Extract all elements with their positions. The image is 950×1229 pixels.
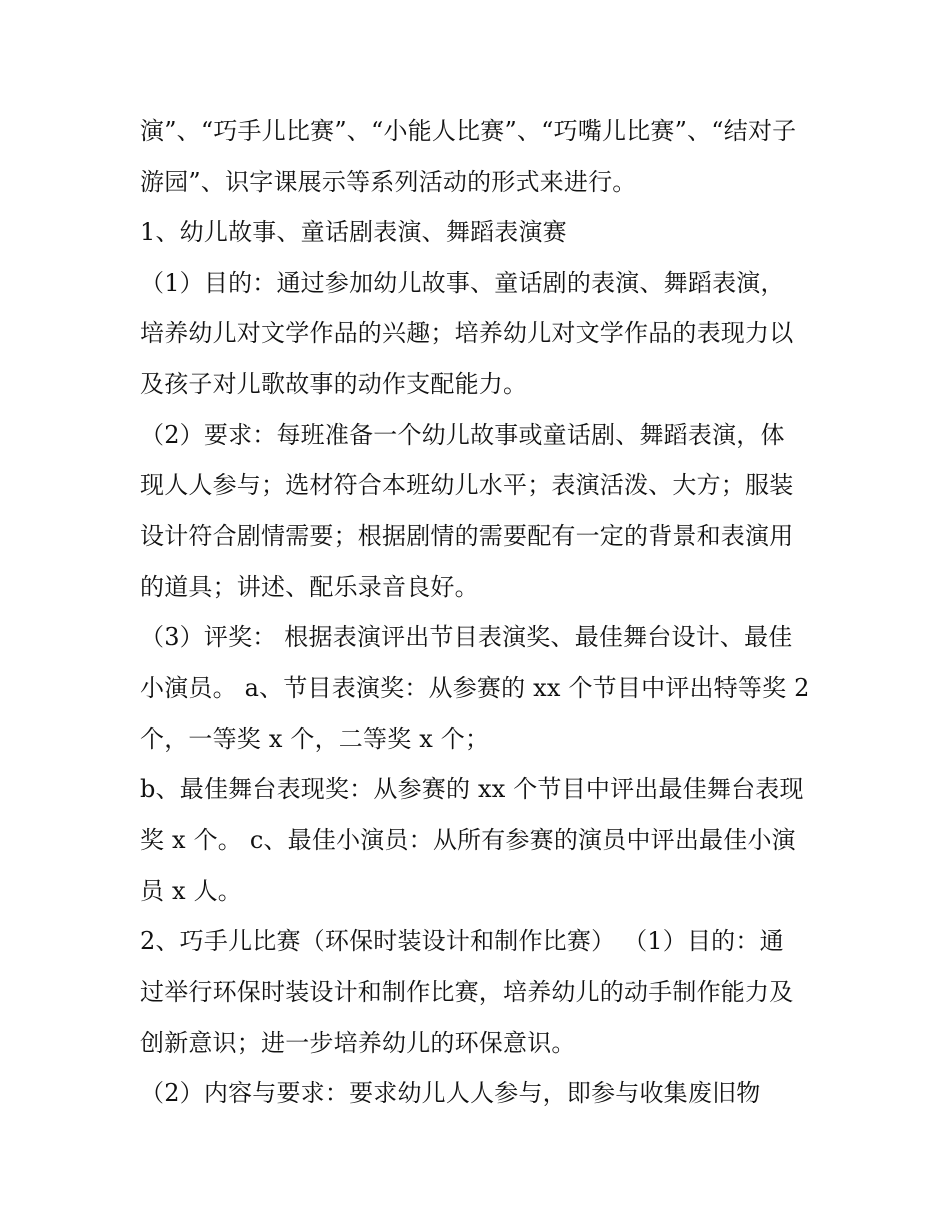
text-line: 培养幼儿对文学作品的兴趣；培养幼儿对文学作品的表现力以 [140, 319, 794, 347]
text-line: 创新意识；进一步培养幼儿的环保意识。 [140, 1029, 576, 1057]
text-line: （2）要求：每班准备一个幼儿故事或童话剧、舞蹈表演，体 [140, 421, 785, 449]
text-line: 设计符合剧情需要；根据剧情的需要配有一定的背景和表演用 [140, 522, 794, 550]
text-line: b、最佳舞台表现奖：从参赛的 xx 个节目中评出最佳舞台表现 [140, 775, 804, 803]
text-line: 现人人参与；选材符合本班幼儿水平；表演活泼、大方；服装 [140, 471, 794, 499]
text-line: 个，一等奖 x 个，二等奖 x 个； [140, 725, 490, 753]
text-line: 员 x 人。 [140, 877, 242, 905]
text-line: 演”、“巧手儿比赛”、“小能人比赛”、“巧嘴儿比赛”、“结对子 [140, 117, 797, 145]
section-heading: 2、巧手儿比赛（环保时装设计和制作比赛） （1）目的：通 [140, 927, 784, 955]
section-heading: 1、幼儿故事、童话剧表演、舞蹈表演赛 [140, 218, 567, 246]
text-line: （3）评奖： 根据表演评出节目表演奖、最佳舞台设计、最佳 [140, 623, 793, 651]
text-line: 游园”、识字课展示等系列活动的形式来进行。 [140, 168, 637, 196]
text-line: （1）目的：通过参加幼儿故事、童话剧的表演、舞蹈表演， [140, 269, 785, 297]
text-line: 小演员。 a、节目表演奖：从参赛的 xx 个节目中评出特等奖 2 [140, 674, 810, 702]
text-line: 的道具；讲述、配乐录音良好。 [140, 573, 479, 601]
text-line: （2）内容与要求：要求幼儿人人参与，即参与收集废旧物 [140, 1079, 761, 1107]
text-line: 奖 x 个。 c、最佳小演员：从所有参赛的演员中评出最佳小演 [140, 826, 796, 854]
text-line: 及孩子对儿歌故事的动作支配能力。 [140, 370, 528, 398]
text-line: 过举行环保时装设计和制作比赛，培养幼儿的动手制作能力及 [140, 978, 794, 1006]
